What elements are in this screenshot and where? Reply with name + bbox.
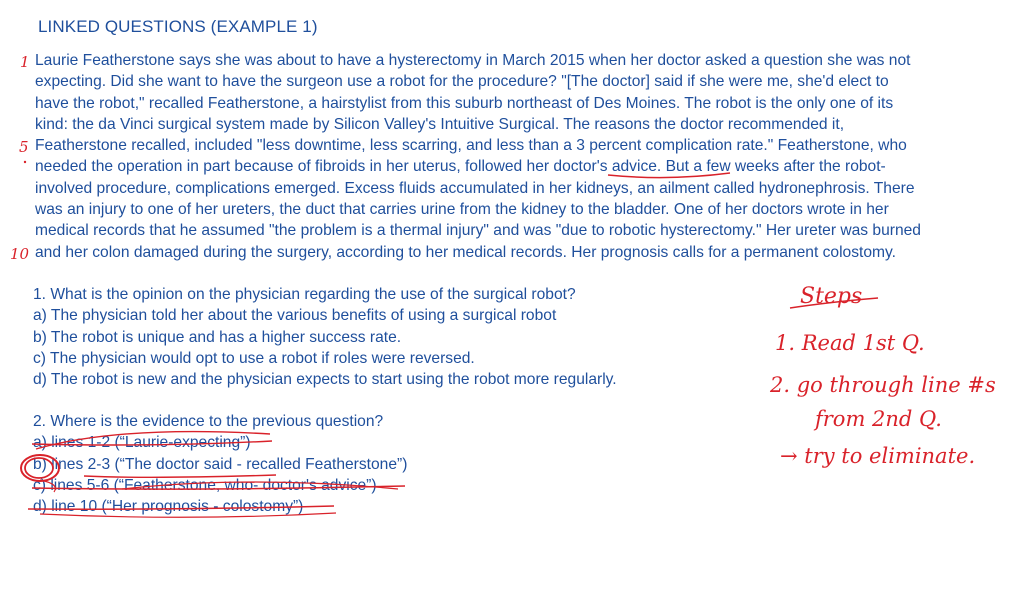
passage-line: involved procedure, complications emerged. Excess fluids accumulated in her kidneys, an ailment called hydronephrosis. There <box>35 179 915 197</box>
question-2 <box>33 411 407 517</box>
passage-line: have the robot," recalled Featherstone, a hairstylist from this suburb northeast of Des Moines. The robot is the only one of its <box>35 94 894 112</box>
passage-line: was an injury to one of her ureters, the duct that carries urine from the kidney to the bladder. One of her doctors wrote in her <box>35 201 889 219</box>
note-steps: Steps <box>800 284 863 309</box>
note-step-3: → try to eliminate. <box>780 444 976 468</box>
question-1-option-c: c) The physician would opt to use a robot if roles were reversed. <box>33 349 475 367</box>
question-2-option-d: d) line 10 (“Her prognosis - colostomy”) <box>33 498 304 516</box>
question-2-option-b: b) lines 2-3 (“The doctor said - recalled Featherstone”) <box>33 455 408 473</box>
margin-number-10: 10 <box>10 245 30 263</box>
passage-line: and her colon damaged during the surgery, according to her medical records. Her prognosis calls for a permanent colostomy. <box>35 243 896 261</box>
note-steps-underline <box>790 298 878 308</box>
question-1-option-a: a) The physician told her about the various benefits of using a surgical robot <box>33 307 557 325</box>
note-step-1: 1. Read 1st Q. <box>775 331 925 355</box>
question-2-option-c: c) lines 5-6 (“Featherstone, who- doctor's advice”) <box>33 476 377 494</box>
passage-line: Featherstone recalled, included "less downtime, less scarring, and less than a 3 percent complication rate." Featherstone, who <box>35 137 907 155</box>
margin-dot <box>24 161 26 163</box>
passage-line: needed the operation in part because of fibroids in her uterus, followed her doctor's advice. But a few weeks after the robot- <box>35 158 886 176</box>
question-1-prompt: 1. What is the opinion on the physician regarding the use of the surgical robot? <box>33 286 576 303</box>
note-step-2: 2. go through line #s <box>770 373 996 397</box>
passage-line: medical records that he assumed "the problem is a thermal injury" and was "due to robotic hysterectomy." Her ureter was burned <box>35 222 921 240</box>
passage-line: kind: the da Vinci surgical system made by Silicon Valley's Intuitive Surgical. The reasons the doctor recommended it, <box>35 115 845 133</box>
page-title: LINKED QUESTIONS (EXAMPLE 1) <box>38 17 318 36</box>
question-2-prompt: 2. Where is the evidence to the previous question? <box>33 413 384 430</box>
passage <box>35 50 1015 263</box>
question-1-option-d: d) The robot is new and the physician expects to start using the robot more regularly. <box>33 371 617 389</box>
passage-line: Laurie Featherstone says she was about to have a hysterectomy in March 2015 when her doctor asked a question she was not <box>35 52 911 69</box>
margin-number-5: 5 <box>19 138 29 156</box>
passage-line: expecting. Did she want to have the surgeon use a robot for the procedure? "[The doctor] said if she were me, she'd elect to <box>35 73 889 91</box>
question-1-option-b: b) The robot is unique and has a higher success rate. <box>33 328 402 346</box>
note-step-2-cont: from 2nd Q. <box>815 407 942 431</box>
question-2-option-a: a) lines 1-2 (“Laurie-expecting”) <box>33 434 251 452</box>
question-1 <box>33 284 617 390</box>
margin-number-1: 1 <box>20 53 30 71</box>
